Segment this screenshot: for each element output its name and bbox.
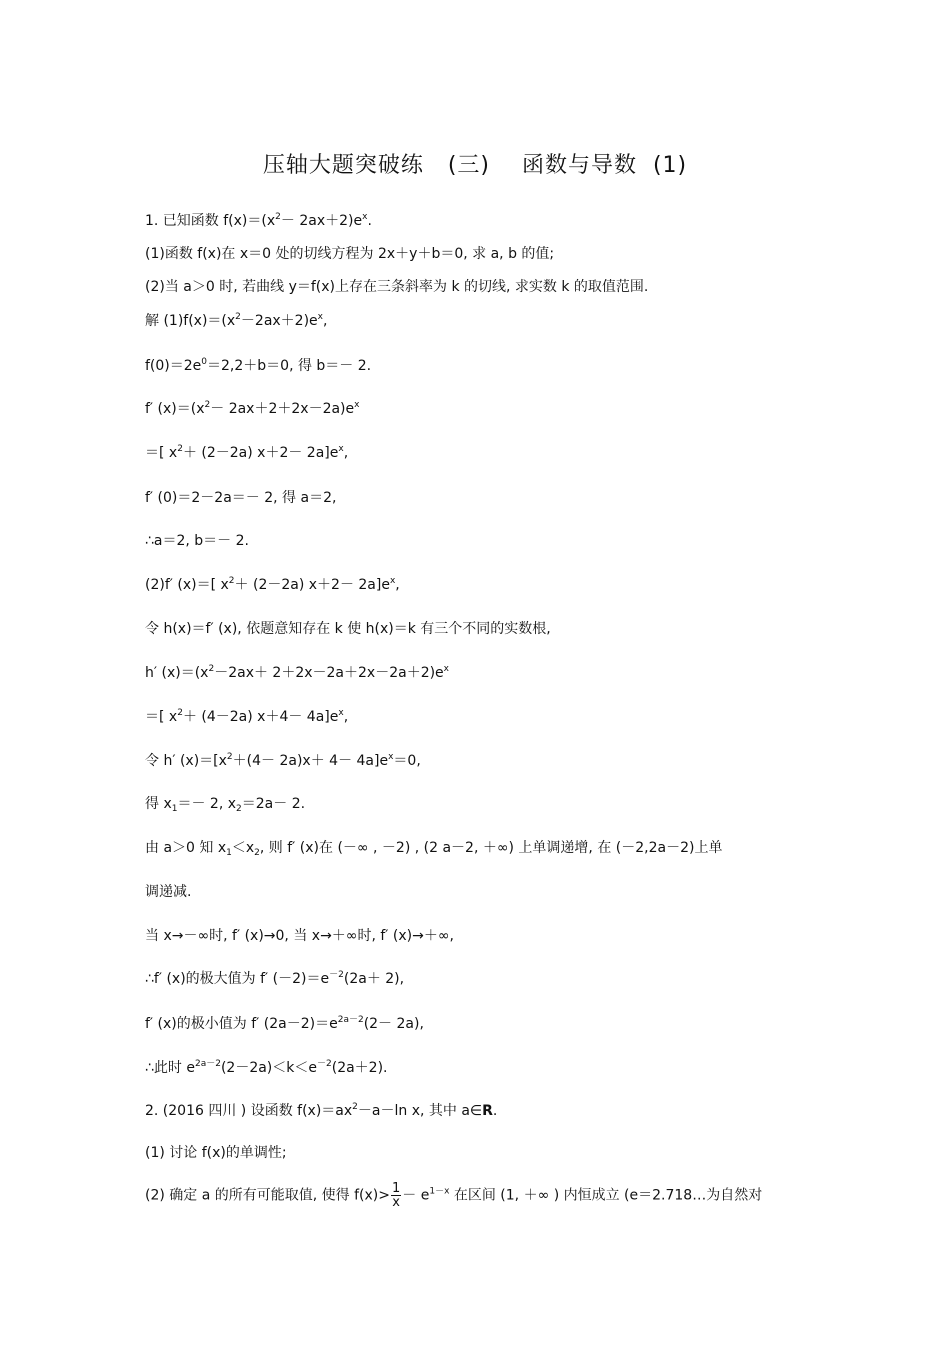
text-line-s2 (145, 355, 815, 377)
text-run: 令 h(x)＝f′ (x), 依题意知存在 k 使 h(x)＝k 有三个不同的实数根, (145, 621, 551, 637)
text-run: , (323, 313, 328, 329)
text-line-q1-1 (145, 243, 815, 265)
text-run: , (343, 709, 349, 725)
text-line-s17 (145, 1013, 815, 1035)
text-run: (2－2a)＜k＜e (220, 1060, 317, 1076)
text-run: 解 (1)f(x)＝(x (145, 313, 236, 329)
superscript: x (443, 664, 449, 674)
text-run: －2ax＋2)e (240, 313, 318, 329)
fraction-numerator: 1 (391, 1181, 401, 1196)
text-run: f′ (x)＝(x (145, 401, 205, 417)
text-line-s6 (145, 530, 815, 552)
text-run: ＜x (231, 840, 255, 856)
text-run: 2. (2016 四川 ) 设函数 f(x)＝ax (145, 1103, 353, 1119)
text-run: f′ (0)＝2－2a＝－ 2, 得 a＝2, (145, 490, 337, 506)
text-line-q2-2 (145, 1182, 815, 1209)
text-run: ∴a＝2, b＝－ 2. (145, 533, 249, 549)
superscript: x (317, 312, 323, 322)
text-run: ＝[ x (145, 445, 178, 461)
text-run: ＋ (4－2a) x＋4－ 4a]e (182, 709, 339, 725)
text-run: ＝－ 2, x (177, 796, 237, 812)
text-run: －2ax＋ 2＋2x－2a＋2x－2a＋2)e (214, 665, 444, 681)
text-line-q1 (145, 210, 815, 232)
superscript: 2 (226, 752, 233, 762)
text-line-s15 (145, 925, 815, 947)
text-line-s4 (145, 442, 815, 464)
text-run: ＋(4－ 2a)x＋ 4－ 4a]e (232, 753, 389, 769)
superscript: x (338, 444, 344, 454)
text-run: 当 x→－∞时, f′ (x)→0, 当 x→＋∞时, f′ (x)→＋∞, (145, 928, 454, 944)
text-line-s18 (145, 1057, 815, 1079)
superscript: 2 (208, 664, 215, 674)
text-run: － 2ax＋2＋2x－2a)e (210, 401, 355, 417)
superscript: 2a－2 (194, 1059, 221, 1069)
text-run: ＋ (2－2a) x＋2－ 2a]e (182, 445, 339, 461)
text-run: , 则 f′ (x)在 (－∞ , －2) , (2 a－2, ＋∞) 上单调递增, 在 (－2,2a－2)上单 (259, 840, 723, 856)
superscript: 2 (177, 444, 183, 454)
text-run: 得 x (145, 796, 172, 812)
text-run: (2)f′ (x)＝[ x (145, 577, 229, 593)
text-run: ∴此时 e (145, 1060, 195, 1076)
text-line-s7 (145, 574, 815, 596)
text-run: 令 h′ (x)＝[x (145, 753, 227, 769)
text-run: － e (402, 1187, 430, 1204)
text-run: (1)函数 f(x)在 x＝0 处的切线方程为 2x＋y＋b＝0, 求 a, b 的值; (145, 246, 555, 262)
superscript: 1－x (429, 1186, 450, 1197)
superscript: 2 (235, 312, 241, 322)
text-line-s14 (145, 881, 815, 903)
text-line-s9 (145, 662, 815, 684)
text-line-s8 (145, 618, 815, 640)
text-line-q2 (145, 1100, 815, 1122)
superscript: 2 (228, 576, 235, 586)
page-title: 压轴大题突破练 (三) 函数与导数 (1) (262, 153, 688, 178)
superscript: 2 (352, 1102, 358, 1112)
text-line-s11 (145, 750, 815, 772)
text-run: ∴f′ (x)的极大值为 f′ (－2)＝e (145, 971, 330, 987)
subscript: 2 (254, 848, 260, 858)
superscript: x (362, 212, 368, 222)
superscript: 2 (275, 212, 281, 222)
text-line-s12 (145, 793, 815, 815)
text-run: － 2ax＋2)e (280, 213, 363, 229)
superscript: 0 (201, 357, 208, 367)
text-run: ＋ (2－2a) x＋2－ 2a]e (234, 577, 390, 593)
text-run: , (395, 577, 400, 593)
text-line-q1-2 (145, 276, 815, 298)
text-line-s10 (145, 706, 815, 728)
text-run: (2－ 2a), (363, 1016, 424, 1032)
subscript: 2 (236, 804, 242, 814)
superscript: 2 (177, 708, 183, 718)
superscript: －2 (317, 1059, 332, 1069)
text-line-s1 (145, 310, 815, 332)
superscript: x (338, 708, 344, 718)
superscript: 2a－2 (337, 1015, 364, 1025)
text-run: . (367, 213, 372, 229)
subscript: 1 (226, 848, 232, 858)
text-run: f(0)＝2e (145, 358, 202, 374)
text-run: f′ (x)的极小值为 f′ (2a－2)＝e (145, 1016, 338, 1032)
text-line-s3 (145, 398, 815, 420)
text-run: 由 a＞0 知 x (145, 840, 227, 856)
text-run: ＝2a－ 2. (241, 796, 306, 812)
text-run: －a－ln x, 其中 a∈ (357, 1103, 483, 1119)
superscript: x (389, 576, 396, 586)
text-run: (2) 确定 a 的所有可能取值, 使得 f(x)> (145, 1187, 390, 1204)
text-run: ＝2,2＋b＝0, 得 b＝－ 2. (207, 358, 372, 374)
text-run: (2a＋2). (331, 1060, 388, 1076)
text-line-q2-1 (145, 1142, 815, 1164)
fraction-denominator: x (392, 1195, 400, 1210)
text-run: (2)当 a＞0 时, 若曲线 y＝f(x)上存在三条斜率为 k 的切线, 求实数 k 的取值范围. (145, 279, 649, 295)
text-run: ＝0, (393, 753, 421, 769)
text-run: , (343, 445, 349, 461)
text-run: h′ (x)＝(x (145, 665, 209, 681)
text-line-s16 (145, 968, 815, 990)
text-run: 调递减. (145, 884, 192, 900)
text-run: . (492, 1103, 498, 1119)
text-line-s5 (145, 487, 815, 509)
superscript: 2 (204, 400, 211, 410)
text-run: ＝[ x (145, 709, 178, 725)
superscript: x (354, 400, 360, 410)
fraction (391, 1182, 401, 1209)
superscript: －2 (329, 970, 344, 980)
superscript: x (388, 752, 394, 762)
bold-text: R (482, 1103, 493, 1119)
text-run: 在区间 (1, ＋∞ ) 内恒成立 (e＝2.718…为自然对 (449, 1187, 763, 1204)
subscript: 1 (171, 804, 178, 814)
text-run: (1) 讨论 f(x)的单调性; (145, 1145, 287, 1161)
text-line-s13 (145, 837, 815, 859)
text-run: (2a＋ 2), (343, 971, 405, 987)
text-run: 1. 已知函数 f(x)＝(x (145, 213, 276, 229)
